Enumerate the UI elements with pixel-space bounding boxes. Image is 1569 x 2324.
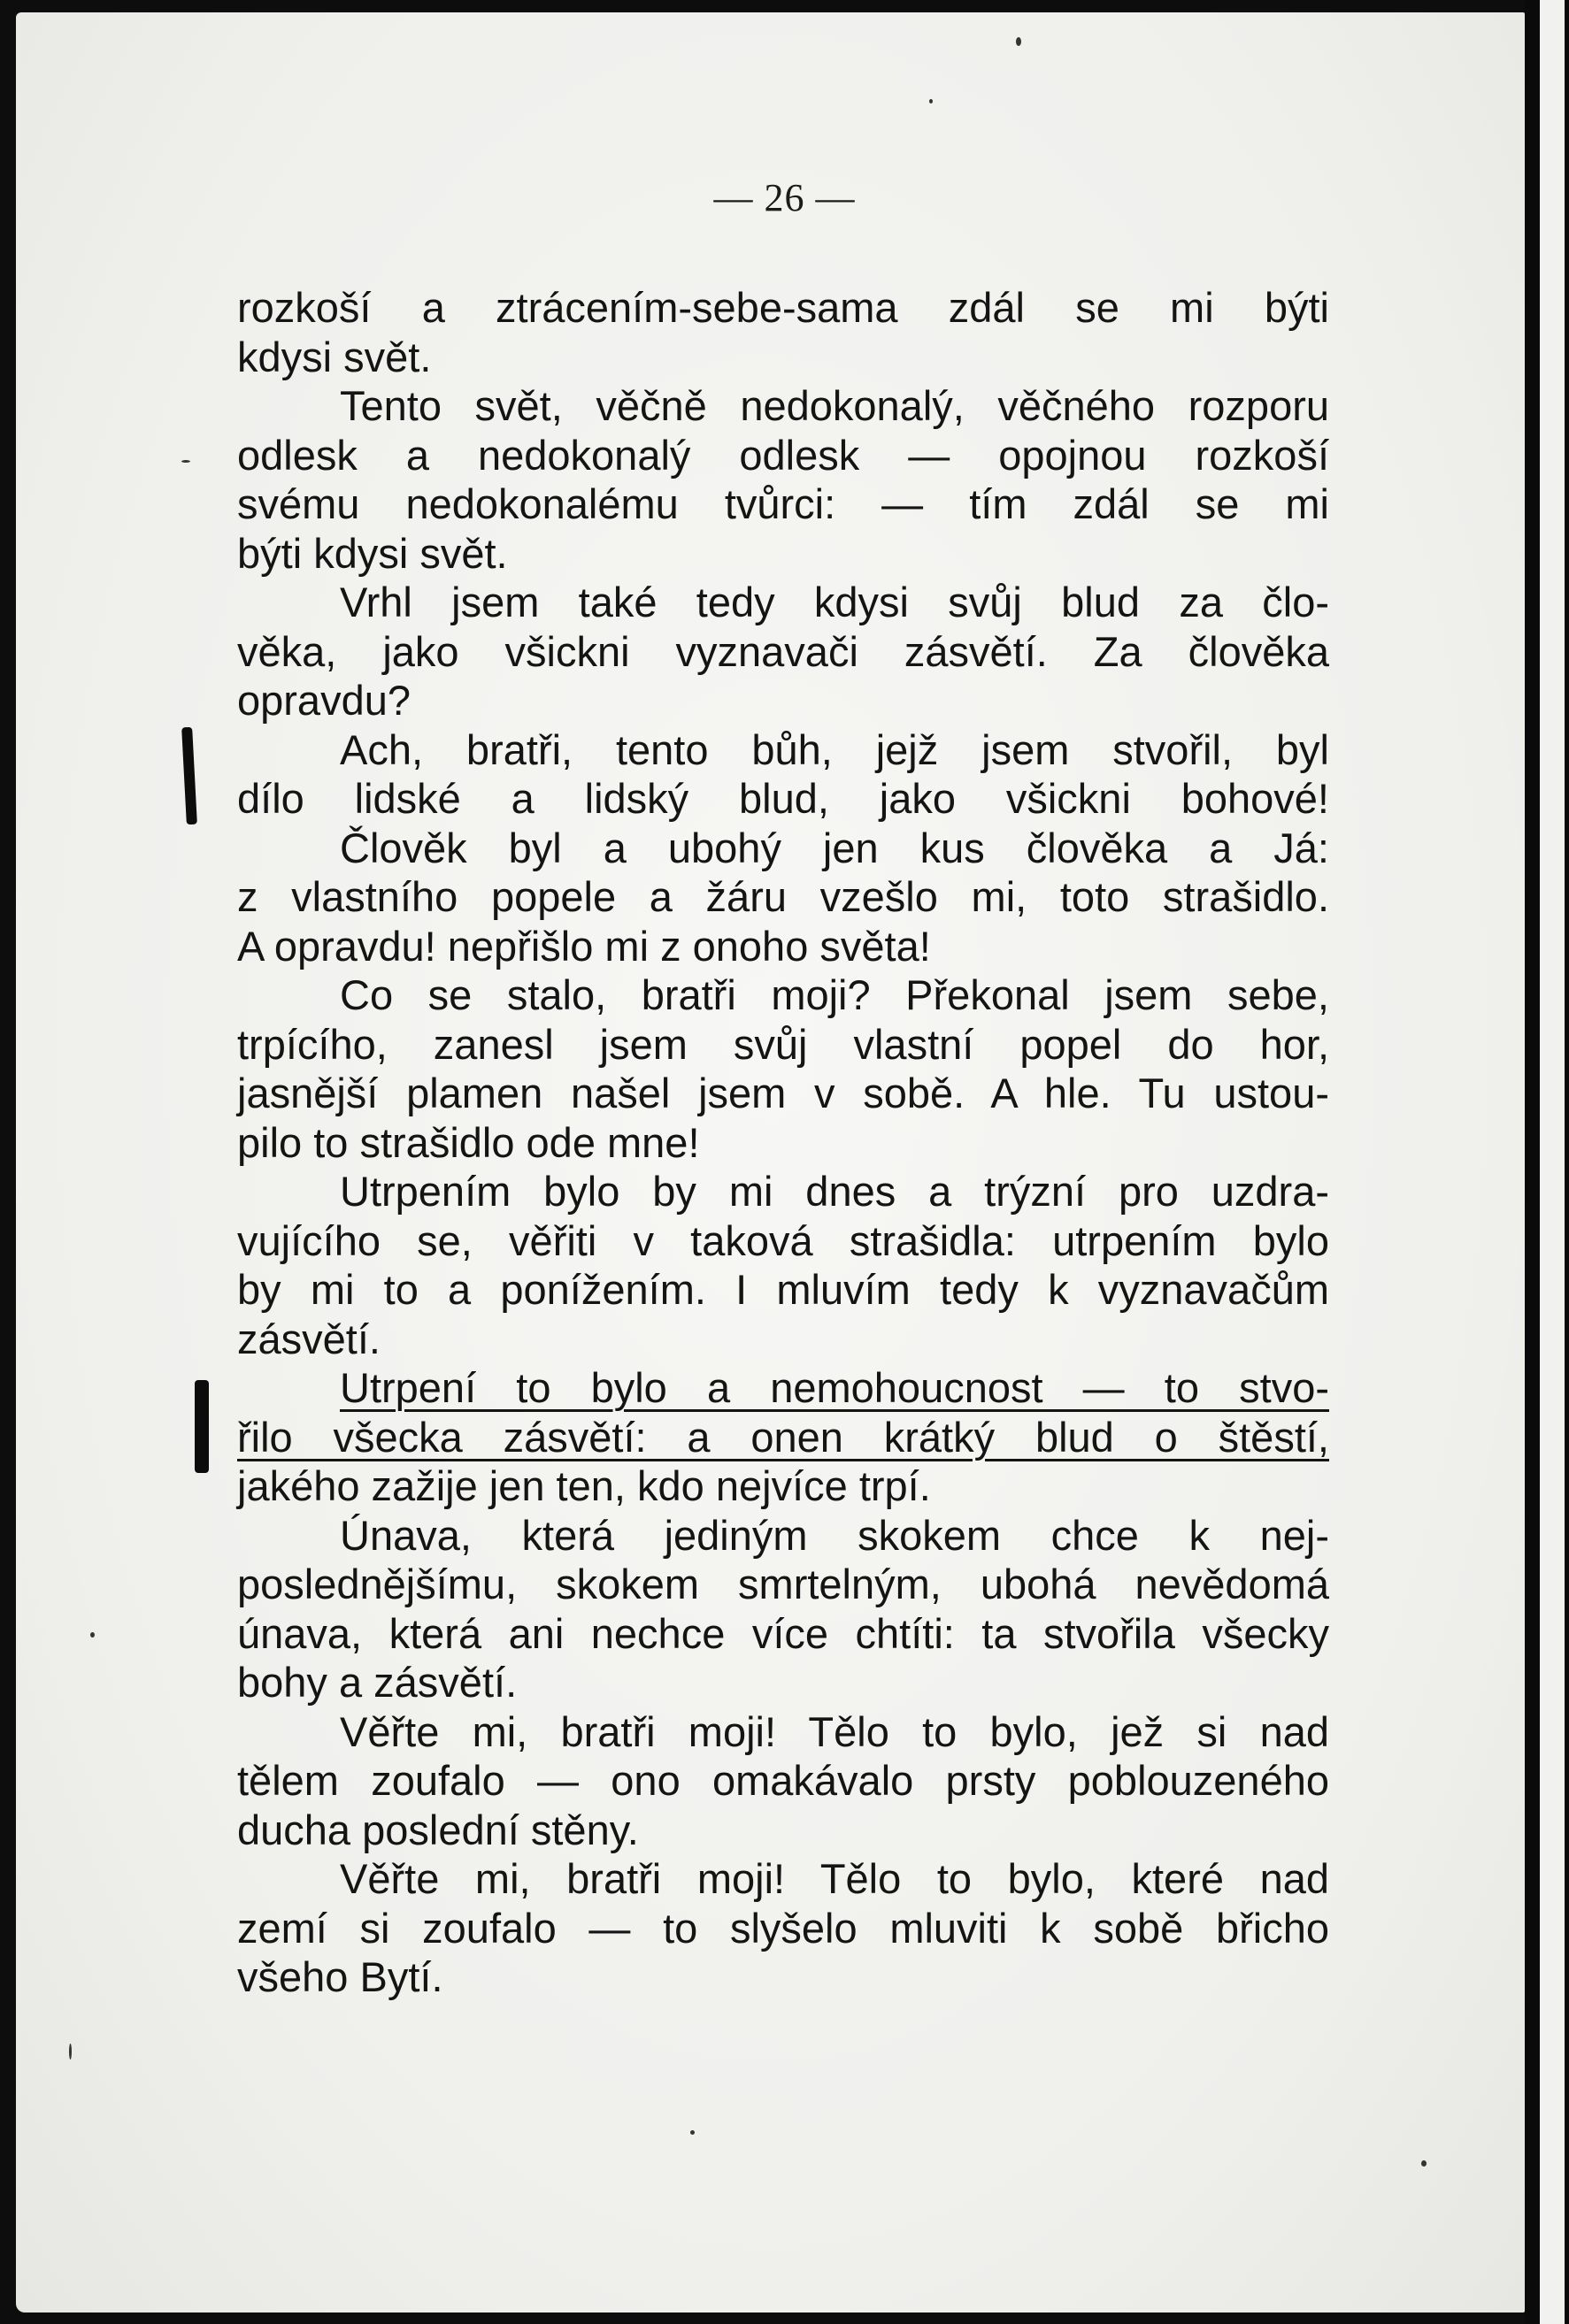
text-line-15: Co se stalo, bratři moji? Překonal jsem sebe, (340, 971, 1329, 1018)
text-line-1: rozkoší a ztrácením-sebe-sama zdál se mi býti (237, 284, 1329, 331)
scan-speck (1016, 37, 1021, 46)
text-line-31: tělem zoufalo — ono omakávalo prsty poblouzeného (237, 1757, 1329, 1804)
text-line-11: dílo lidské a lidský blud, jako všickni bohové! (237, 775, 1329, 822)
text-line-19: Utrpením bylo by mi dnes a trýzní pro uzdra- (340, 1168, 1329, 1215)
text-line-16: trpícího, zanesl jsem svůj vlastní popel do hor, (237, 1020, 1329, 1068)
scan-speck (929, 99, 933, 104)
text-line-21: by mi to a ponížením. I mluvím tedy k vyznavačům (237, 1266, 1329, 1313)
text-line-35: všeho Bytí. (237, 1953, 443, 2000)
underlined-text: řilo všecka zásvětí: a onen krátký blud o štěstí, (237, 1413, 1329, 1461)
scan-speck (1421, 2160, 1427, 2167)
text-line-4: odlesk a nedokonalý odlesk — opojnou rozkoší (237, 431, 1329, 479)
text-line-33: Věřte mi, bratři moji! Tělo to bylo, které nad (340, 1855, 1329, 1902)
text-line-26: Únava, která jediným skokem chce k nej- (340, 1511, 1329, 1559)
text-line-7: Vrhl jsem také tedy kdysi svůj blud za člo- (340, 579, 1329, 625)
text-line-5: svému nedokonalému tvůrci: — tím zdál se mi (237, 480, 1329, 527)
next-page-edge (1540, 0, 1565, 2324)
text-line-6: býti kdysi svět. (237, 529, 508, 577)
text-line-30: Věřte mi, bratři moji! Tělo to bylo, jež si nad (340, 1707, 1329, 1755)
text-line-25: jakého zažije jen ten, kdo nejvíce trpí. (237, 1462, 931, 1509)
text-line-3: Tento svět, věčně nedokonalý, věčného rozporu (340, 382, 1329, 429)
text-line-24 (237, 1413, 1329, 1462)
text-line-9: opravdu? (237, 677, 411, 724)
text-line-28: únava, která ani nechce více chtíti: ta stvořila všecky (237, 1609, 1329, 1657)
text-line-12: Člověk byl a ubohý jen kus člověka a Já: (340, 824, 1329, 871)
text-line-8: věka, jako všickni vyznavači zásvětí. Za člověka (237, 627, 1329, 675)
text-line-23 (237, 1363, 1329, 1413)
page-number: — 26 — (713, 176, 856, 219)
scan-speck (69, 2044, 72, 2059)
text-line-10: Ach, bratři, tento bůh, jejž jsem stvořil, byl (340, 725, 1329, 773)
underlined-text: Utrpení to bylo a nemohoucnost — to stvo- (340, 1364, 1329, 1411)
text-line-13: z vlastního popele a žáru vzešlo mi, toto strašidlo. (237, 873, 1329, 920)
text-line-17: jasnější plamen našel jsem v sobě. A hle. Tu ustou- (237, 1070, 1329, 1116)
margin-mark-2 (195, 1380, 209, 1473)
text-line-2: kdysi svět. (237, 333, 432, 380)
scan-speck (690, 2130, 695, 2135)
text-line-29: bohy a zásvětí. (237, 1659, 518, 1706)
text-line-32: ducha poslední stěny. (237, 1806, 639, 1853)
text-line-18: pilo to strašidlo ode mne! (237, 1118, 700, 1166)
scan-speck (181, 460, 190, 463)
body-text (237, 283, 1329, 2002)
scan-speck (90, 1632, 95, 1638)
text-line-34: zemí si zoufalo — to slyšelo mluviti k sobě břicho (237, 1904, 1329, 1952)
text-line-20: vujícího se, věřiti v taková strašidla: utrpením bylo (237, 1216, 1329, 1264)
text-line-27: poslednějšímu, skokem smrtelným, ubohá nevědomá (237, 1561, 1329, 1607)
text-line-22: zásvětí. (237, 1315, 381, 1362)
text-line-14: A opravdu! nepřišlo mi z onoho světa! (237, 922, 931, 970)
